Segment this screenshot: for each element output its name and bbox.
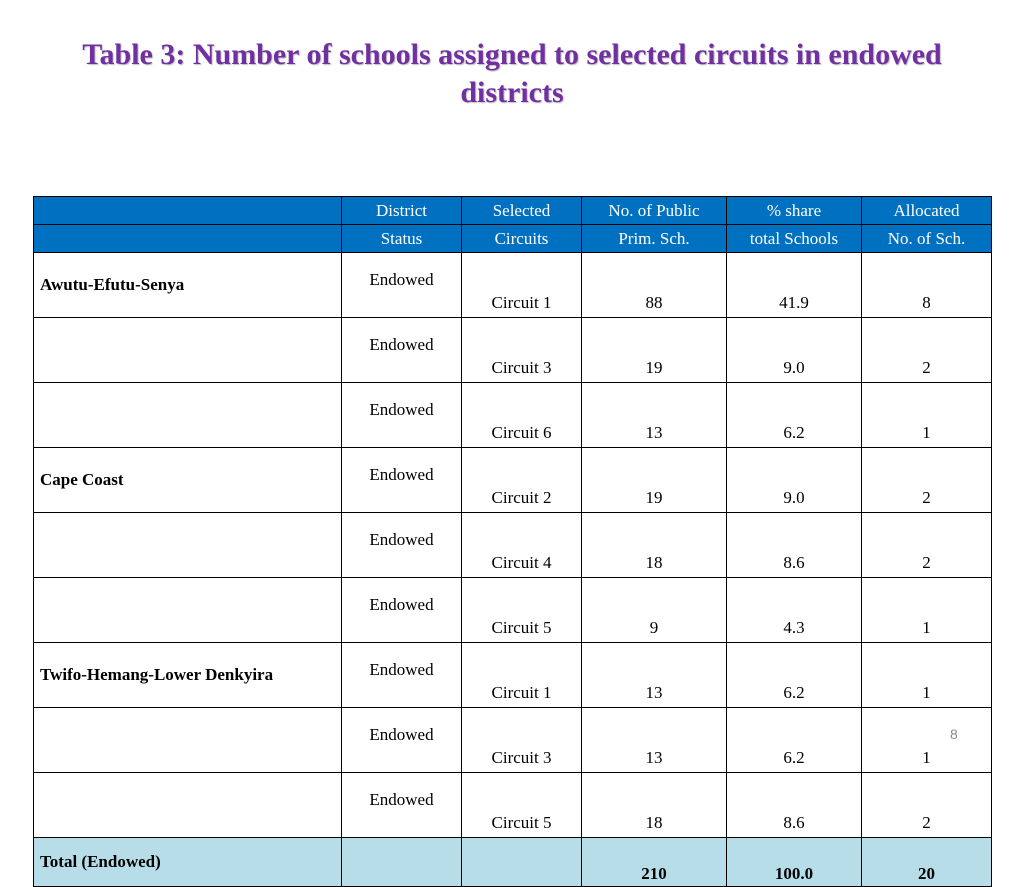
- public-schools-cell: 9: [582, 578, 727, 643]
- share-cell: 8.6: [727, 773, 862, 838]
- allocated-cell: 2: [862, 773, 992, 838]
- public-schools-cell: 13: [582, 643, 727, 708]
- table-row: [34, 318, 992, 383]
- circuit-cell: Circuit 3: [462, 708, 582, 773]
- district-name-cell: [34, 708, 342, 773]
- table-row: [34, 513, 992, 578]
- header-cell-district-name-2: [34, 225, 342, 253]
- share-cell: 41.9: [727, 253, 862, 318]
- page-number: 8: [950, 726, 958, 742]
- allocated-cell: 1: [862, 708, 992, 773]
- header-cell-selected-circuits: Selected: [462, 197, 582, 225]
- circuit-cell: Circuit 1: [462, 253, 582, 318]
- circuit-cell: Circuit 6: [462, 383, 582, 448]
- circuit-cell: Circuit 5: [462, 578, 582, 643]
- header-cell-share-2: total Schools: [727, 225, 862, 253]
- circuit-cell: Circuit 5: [462, 773, 582, 838]
- district-name-cell: Cape Coast: [34, 448, 342, 513]
- share-cell: 9.0: [727, 318, 862, 383]
- total-empty-cell: [342, 838, 462, 887]
- table-row: [34, 773, 992, 838]
- total-allocated-cell: 20: [862, 838, 992, 887]
- district-name-cell: [34, 513, 342, 578]
- allocated-cell: 2: [862, 318, 992, 383]
- allocated-cell: 8: [862, 253, 992, 318]
- total-row: [34, 838, 992, 887]
- total-empty-cell: [462, 838, 582, 887]
- district-status-cell: Endowed: [342, 708, 462, 773]
- total-share-cell: 100.0: [727, 838, 862, 887]
- table-row: [34, 708, 992, 773]
- share-cell: 6.2: [727, 643, 862, 708]
- header-cell-public-schools-2: Prim. Sch.: [582, 225, 727, 253]
- public-schools-cell: 13: [582, 708, 727, 773]
- header-row-2: [34, 225, 992, 253]
- header-cell-public-schools: No. of Public: [582, 197, 727, 225]
- table-row: [34, 643, 992, 708]
- allocated-cell: 1: [862, 383, 992, 448]
- table-row: [34, 578, 992, 643]
- header-cell-district-status: District: [342, 197, 462, 225]
- total-label-cell: Total (Endowed): [34, 838, 342, 887]
- public-schools-cell: 18: [582, 773, 727, 838]
- district-name-cell: [34, 318, 342, 383]
- circuit-cell: Circuit 4: [462, 513, 582, 578]
- share-cell: 9.0: [727, 448, 862, 513]
- district-status-cell: Endowed: [342, 318, 462, 383]
- district-name-cell: [34, 578, 342, 643]
- district-name-cell: Awutu-Efutu-Senya: [34, 253, 342, 318]
- public-schools-cell: 19: [582, 448, 727, 513]
- header-cell-allocated-2: No. of Sch.: [862, 225, 992, 253]
- public-schools-cell: 13: [582, 383, 727, 448]
- page-title: Table 3: Number of schools assigned to selected circuits in endowed districts: [82, 38, 942, 109]
- schools-table: [33, 196, 992, 887]
- header-cell-share: % share: [727, 197, 862, 225]
- header-cell-district-status-2: Status: [342, 225, 462, 253]
- district-status-cell: Endowed: [342, 773, 462, 838]
- header-cell-selected-circuits-2: Circuits: [462, 225, 582, 253]
- table-row: [34, 448, 992, 513]
- table-row: [34, 383, 992, 448]
- district-name-cell: [34, 383, 342, 448]
- allocated-cell: 2: [862, 448, 992, 513]
- district-status-cell: Endowed: [342, 578, 462, 643]
- header-row-1: [34, 197, 992, 225]
- district-status-cell: Endowed: [342, 513, 462, 578]
- public-schools-cell: 19: [582, 318, 727, 383]
- circuit-cell: Circuit 1: [462, 643, 582, 708]
- circuit-cell: Circuit 2: [462, 448, 582, 513]
- allocated-cell: 1: [862, 578, 992, 643]
- total-schools-cell: 210: [582, 838, 727, 887]
- share-cell: 6.2: [727, 383, 862, 448]
- share-cell: 6.2: [727, 708, 862, 773]
- allocated-cell: 2: [862, 513, 992, 578]
- header-cell-allocated: Allocated: [862, 197, 992, 225]
- header-cell-district-name: [34, 197, 342, 225]
- district-name-cell: Twifo-Hemang-Lower Denkyira: [34, 643, 342, 708]
- district-status-cell: Endowed: [342, 383, 462, 448]
- district-name-cell: [34, 773, 342, 838]
- public-schools-cell: 18: [582, 513, 727, 578]
- share-cell: 4.3: [727, 578, 862, 643]
- district-status-cell: Endowed: [342, 643, 462, 708]
- district-status-cell: Endowed: [342, 448, 462, 513]
- share-cell: 8.6: [727, 513, 862, 578]
- district-status-cell: Endowed: [342, 253, 462, 318]
- circuit-cell: Circuit 3: [462, 318, 582, 383]
- allocated-cell: 1: [862, 643, 992, 708]
- table-row: [34, 253, 992, 318]
- public-schools-cell: 88: [582, 253, 727, 318]
